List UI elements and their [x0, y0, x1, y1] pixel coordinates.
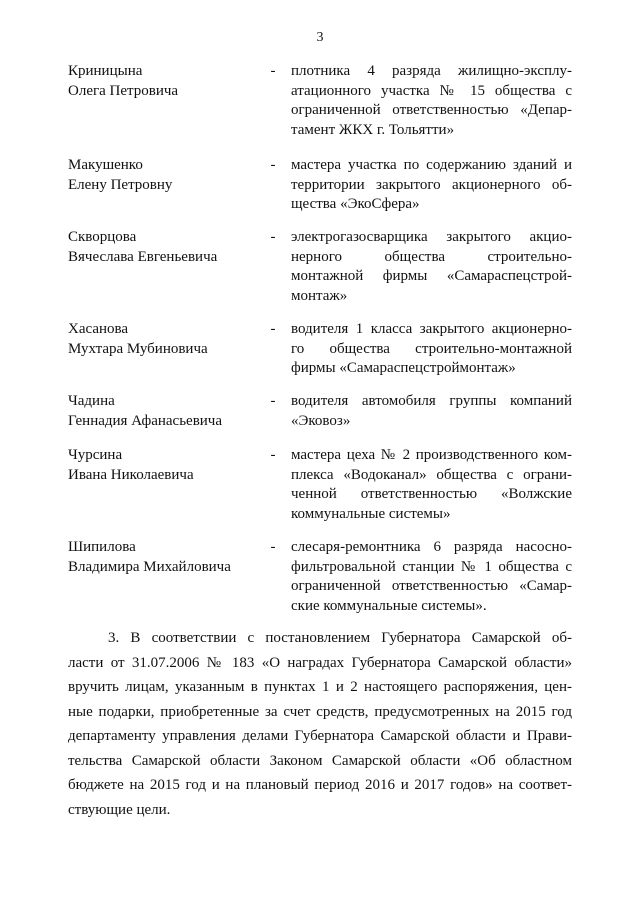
- awardee-name: [68, 62, 258, 101]
- position-line: водителя 1 класса закрытого акционерно-: [291, 321, 572, 337]
- paragraph-line: департаменту управления делами Губернатора Самарской области и Прави-: [68, 728, 572, 744]
- position-line: мастера цеха № 2 производственного ком-: [291, 447, 572, 463]
- paragraph-3: [68, 626, 572, 822]
- entry-dash: -: [270, 321, 276, 337]
- awardee-position: [291, 320, 572, 379]
- position-line: территории закрытого акционерного об-: [291, 176, 572, 193]
- awardee-name: [68, 538, 258, 577]
- awardee-position: [291, 392, 572, 431]
- position-line: электрогазосварщика закрытого акцио-: [291, 229, 572, 245]
- awardee-surname: Скворцова: [68, 229, 137, 245]
- position-line: плотника 4 разряда жилищно-эксплу-: [291, 63, 572, 79]
- entry-dash: -: [270, 157, 276, 173]
- position-line: фирмы «Самараспецстроймонтаж»: [291, 360, 516, 376]
- awardee-position: [291, 228, 572, 306]
- awardee-surname: Макушенко: [68, 157, 143, 173]
- awardee-given-names: Мухтара Мубиновича: [68, 340, 208, 357]
- position-line: ченной ответственностью «Волжские: [291, 486, 572, 502]
- awardee-position: [291, 446, 572, 524]
- awardee-given-names: Елену Петровну: [68, 176, 173, 193]
- awardee-name: [68, 156, 258, 195]
- awardee-surname: Чурсина: [68, 447, 123, 463]
- position-line: плекса «Водоканал» общества с ограни-: [291, 466, 572, 483]
- position-line: коммунальные системы»: [291, 505, 451, 522]
- entry-dash: -: [270, 393, 276, 409]
- awardee-entry: [0, 538, 640, 618]
- paragraph-line: тельства Самарской области Законом Самарской области «Об областном: [68, 752, 572, 769]
- position-line: ограниченной ответственностью «Самар-: [291, 578, 572, 594]
- awardee-name: [68, 320, 258, 359]
- paragraph-line: 3. В соответствии с постановлением Губернатора Самарской об-: [108, 630, 572, 646]
- position-line: го общества строительно-монтажной: [291, 340, 572, 357]
- entry-dash: -: [270, 229, 276, 245]
- awardee-position: [291, 62, 572, 140]
- paragraph-line: вручить лицам, указанным в пунктах 1 и 2 настоящего распоряжения, цен-: [68, 679, 572, 695]
- awardee-given-names: Геннадия Афанасьевича: [68, 412, 222, 429]
- awardee-position: [291, 156, 572, 215]
- awardee-entry: [0, 62, 640, 142]
- entry-dash: -: [270, 539, 276, 555]
- position-line: ские коммунальные системы».: [291, 597, 487, 614]
- awardee-name: [68, 446, 258, 485]
- awardee-name: [68, 392, 258, 431]
- awardee-position: [291, 538, 572, 616]
- awardee-entry: [0, 446, 640, 526]
- position-line: ограниченной ответственностью «Депар-: [291, 102, 572, 118]
- awardee-entry: [0, 392, 640, 432]
- paragraph-line: ласти от 31.07.2006 № 183 «О наградах Губернатора Самарской области»: [68, 654, 572, 671]
- position-line: фильтровальной станции № 1 общества с: [291, 558, 572, 575]
- paragraph-line: ные подарки, приобретенные за счет средств, предусмотренных на 2015 год: [68, 703, 572, 720]
- awardee-surname: Криницына: [68, 63, 143, 79]
- awardee-name: [68, 228, 258, 267]
- awardee-given-names: Вячеслава Евгеньевича: [68, 248, 218, 265]
- position-line: монтаж»: [291, 287, 348, 304]
- awardee-given-names: Владимира Михайловича: [68, 558, 231, 575]
- awardee-surname: Чадина: [68, 393, 115, 409]
- awardee-surname: Шипилова: [68, 539, 136, 555]
- awardee-entry: [0, 320, 640, 380]
- awardee-entry: [0, 228, 640, 308]
- position-line: тамент ЖКХ г. Тольятти»: [291, 121, 455, 138]
- entry-dash: -: [270, 63, 276, 79]
- awardee-given-names: Ивана Николаевича: [68, 466, 194, 483]
- position-line: слесаря-ремонтника 6 разряда насосно-: [291, 539, 572, 555]
- position-line: водителя автомобиля группы компаний: [291, 393, 572, 409]
- position-line: мастера участка по содержанию зданий и: [291, 157, 572, 173]
- position-line: «Эковоз»: [291, 412, 351, 429]
- page-number: 3: [316, 30, 324, 45]
- awardee-given-names: Олега Петровича: [68, 82, 179, 99]
- awardee-entry: [0, 156, 640, 216]
- entry-dash: -: [270, 447, 276, 463]
- position-line: атационного участка № 15 общества с: [291, 82, 572, 99]
- awardee-surname: Хасанова: [68, 321, 129, 337]
- position-line: щества «ЭкоСфера»: [291, 196, 420, 212]
- paragraph-line: бюджете на 2015 год и на плановый период 2016 и 2017 годов» на соответ-: [68, 777, 572, 793]
- paragraph-line: ствующие цели.: [68, 801, 171, 818]
- position-line: нерного общества строительно-: [291, 248, 572, 265]
- position-line: монтажной фирмы «Самараспецстрой-: [291, 268, 572, 284]
